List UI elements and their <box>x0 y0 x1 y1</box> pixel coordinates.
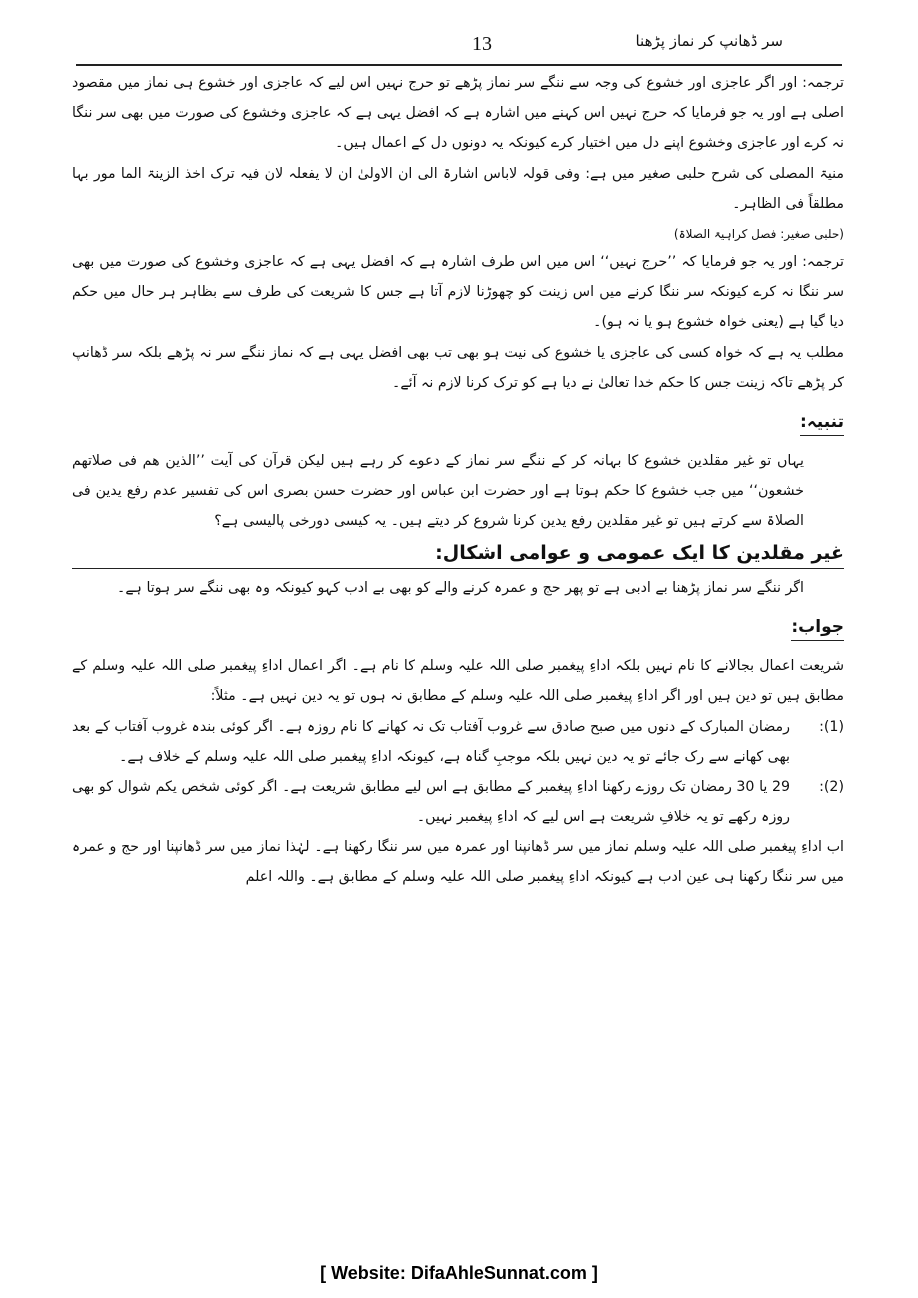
paragraph-objection: اگر ننگے سر نماز پڑھنا بے ادبی ہے تو پھر حج و عمرہ کرنے والے کو بھی بے ادب کہو کیونکہ وہ بھی ننگے سر ہوتا ہے۔ <box>117 580 804 596</box>
citation-reference: (حلبی صغیر: فصل کراہیۃ الصلاۃ) <box>673 227 844 241</box>
paragraph-answer: شریعت اعمال بجالانے کا نام نہیں بلکہ اداءِ پیغمبر صلی اللہ علیہ وسلم کا نام ہے۔ اگر اعمال اداءِ پیغمبر صلی اللہ علیہ وسلم کے مطابق ہیں تو دین ہیں اور اگر اداءِ پیغمبر صلی اللہ علیہ وسلم کے مطابق نہ ہوں تو یہ دین نہیں ہے۔ مثلاً: <box>72 658 844 704</box>
heading-underline <box>72 568 435 569</box>
numbered-item-2-text: 29 یا 30 رمضان تک روزے رکھنا اداءِ پیغمبر کے مطابق ہے اس لیے مطابق شریعت ہے۔ اگر کوئی شخص یکم شوال کو بھی روزہ رکھے تو یہ خلافِ شریعت ہے اس لیے کہ اداءِ پیغمبر نہیں۔ <box>72 779 790 825</box>
heading-objection: غیر مقلدین کا ایک عمومی و عوامی اشکال: <box>435 538 844 569</box>
heading-answer: جواب: <box>791 614 844 641</box>
footer-website: [ Website: DifaAhleSunnat.com ] <box>320 1263 598 1283</box>
running-header-title: سر ڈھانپ کر نماز پڑھنا <box>635 32 783 50</box>
numbered-item-1 <box>72 712 844 772</box>
heading-tanbeeh: تنبیہ: <box>800 409 844 436</box>
paragraph-tanbeeh: یہاں تو غیر مقلدین خشوع کا بہانہ کر کے ننگے سر نماز کے دعوے کر رہے ہیں لیکن قرآن کی آیت ’’الذین ھم فی صلاتھم خشعون‘‘ میں جب خشوع کا حکم ہوتا ہے اور حضرت ابن عباس اور حضرت حسن بصری اس کی تفسیر عدم رفع یدین فی الصلاۃ سے کرتے ہیں تو غیر مقلدین رفع یدین کرنا شروع کر دیتے ہیں۔ یہ کیسی دورخی پالیسی ہے؟ <box>72 453 804 529</box>
paragraph-halabi-quote: منیۃ المصلی کی شرح حلبی صغیر میں ہے: وفی قولہ لاباس اشارۃ الی ان الاولیٰ ان لا یفعلہ لان فیہ ترک اخذ الزینۃ الما مور بہا مطلقاً فی الظاہر۔ <box>72 166 844 212</box>
numbered-item-2-label: (2): <box>819 779 844 795</box>
numbered-item-2 <box>72 772 844 832</box>
page-number: 13 <box>472 33 492 55</box>
header-divider <box>76 64 842 66</box>
numbered-item-1-text: رمضان المبارک کے دنوں میں صبح صادق سے غروب آفتاب تک نہ کھانے کا نام روزہ ہے۔ اگر کوئی بندہ غروب آفتاب کے بعد بھی کھانے سے رک جائے تو یہ دین نہیں بلکہ موجبِ گناہ ہے، کیونکہ اداءِ پیغمبر صلی اللہ علیہ وسلم کے خلاف ہے۔ <box>72 719 790 765</box>
paragraph-translation-2: ترجمہ: اور یہ جو فرمایا کہ ’’حرج نہیں‘‘ اس میں اس طرف اشارہ ہے کہ افضل یہی ہے کہ عاجزی وخشوع کی صورت میں بھی سر ننگا نہ کرے کیونکہ سر ننگا کرنے میں اس زینت کو چھوڑنا لازم آتا ہے جس کا شریعت کی طرف سے بظاہر ہر حال میں حکم دیا گیا ہے (یعنی خواہ خشوع ہو یا نہ ہو)۔ <box>72 254 844 330</box>
paragraph-conclusion: اب اداءِ پیغمبر صلی اللہ علیہ وسلم نماز میں سر ڈھانپنا اور عمرہ میں سر ننگا رکھنا ہے۔ لہٰذا نماز میں سر ڈھانپنا اور حج و عمرہ میں سر ننگا رکھنا ہی عین ادب ہے کیونکہ اداءِ پیغمبر صلی اللہ علیہ وسلم کے مطابق ہے۔ واللہ اعلم <box>72 839 844 885</box>
numbered-item-1-label: (1): <box>819 719 844 735</box>
page-body <box>72 68 844 893</box>
heading-objection-block <box>72 538 844 569</box>
paragraph-translation-1: ترجمہ: اور اگر عاجزی اور خشوع کی وجہ سے ننگے سر نماز پڑھے تو حرج نہیں اس لیے کہ عاجزی اور خشوع ہی نماز میں مقصود اصلی ہے اور یہ جو فرمایا کہ حرج نہیں اس کہنے میں اشارہ ہے کہ افضل یہی ہے کہ عاجزی وخشوع کی صورت میں بھی سر ننگا نہ کرے اور عاجزی وخشوع اپنے دل میں اختیار کرے کیونکہ یہ دونوں دل کے اعمال ہیں۔ <box>72 75 844 151</box>
paragraph-explanation: مطلب یہ ہے کہ خواہ کسی کی عاجزی یا خشوع کی نیت ہو بھی تب بھی افضل یہی ہے کہ نماز ننگے سر نہ پڑھے بلکہ سر ڈھانپ کر پڑھے تاکہ زینت جس کا حکم خدا تعالیٰ نے دیا ہے کو ترک کرنا لازم نہ آئے۔ <box>72 345 844 391</box>
